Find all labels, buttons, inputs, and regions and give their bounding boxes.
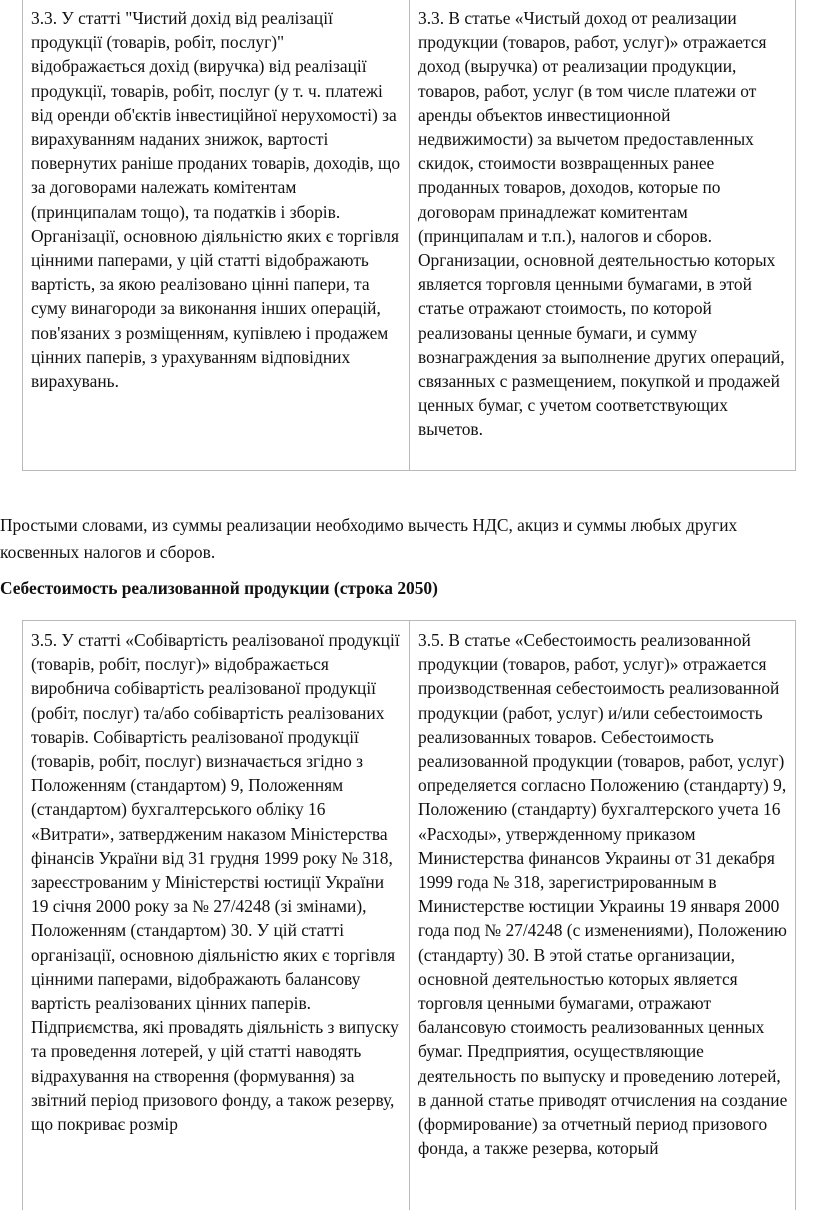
- cell-paragraph: 3.5. У статті «Собівартість реалізованої продукції (товарів, робіт, послуг)» відображається виробнича собівартість реалізованої продукції (робіт, послуг) та/або собівартість реалізованих товарів. Собівартість реалізованої продукції (товарів, робіт, послуг) визначається згідно з Положенням (стандартом) 9, Положенням (стандартом) бухгалтерського обліку 16 «Витрати», затвердженим наказом Міністерства фінансів України від 31 грудня 1999 року № 318, зареєстрованим у Міністерстві юстиції України 19 січня 2000 року за № 27/4248 (зі змінами), Положенням (стандартом) 30. У цій статті організації, основною діяльністю яких є торгівля цінними паперами, відображають балансову вартість реалізованих цінних паперів. Підприємства, які провадять діяльність з випуску та проведення лотерей, у цій статті наводять відрахування на створення (формування) за звітний період призового фонду, а також резерву, що покриває розмір: [31, 630, 400, 1135]
- comparison-table-revenue: [22, 0, 796, 471]
- table-cell-ukrainian: [23, 621, 409, 1210]
- cell-paragraph: 3.5. В статье «Себестоимость реализованной продукции (товаров, работ, услуг)» отражается производственная себестоимость реализованной продукции (работ, услуг) и/или себестоимость реализованных товаров. Себестоимость реализованной продукции (товаров, работ, услуг) определяется согласно Положению (стандарту) 9, Положению (стандарту) бухгалтерского учета 16 «Расходы», утвержденному приказом Министерства финансов Украины от 31 декабря 1999 года № 318, зарегистрированным в Министерстве юстиции Украины 19 января 2000 года под № 27/4248 (с изменениями), Положению (стандарту) 30. В этой статье организации, основной деятельностью которых является торговля ценными бумагами, отражают балансовую стоимость реализованных ценных бумаг. Предприятия, осуществляющие деятельность по выпуску и проведению лотерей, в данной статье приводят отчисления на создание (формирование) за отчетный период призового фонда, а также резерва, который: [418, 630, 788, 1159]
- table-cell-russian: [409, 621, 795, 1210]
- table-cell-ukrainian: [23, 0, 409, 470]
- comparison-table-cost: [22, 620, 796, 1210]
- section-heading: Себестоимость реализованной продукции (строка 2050): [0, 578, 438, 598]
- cell-paragraph: Организации, основной деятельностью которых является торговля ценными бумагами, в этой статье отражают стоимость, по которой реализованы ценные бумаги, и сумму вознаграждения за выполнение других операций, связанных с размещением, покупкой и продажей ценных бумаг, с учетом соответствующих вычетов.: [418, 250, 785, 440]
- body-paragraph: Простыми словами, из суммы реализации необходимо вычесть НДС, акциз и суммы любых других косвенных налогов и сборов.: [0, 515, 738, 562]
- cell-paragraph: Організації, основною діяльністю яких є торгівля цінними паперами, у цій статті відображають вартість, за якою реалізовано цінні папери, та суму винагороди за виконання інших операцій, пов'язаних з розміщенням, купівлею і продажем цінних паперів, з урахуванням відповідних вирахувань.: [31, 225, 399, 392]
- table-cell-russian: [409, 0, 795, 470]
- cell-paragraph: 3.3. В статье «Чистый доход от реализации продукции (товаров, работ, услуг)» отражается доход (выручка) от реализации продукции, товаров, работ, услуг (в том числе платежи от аренды объектов инвестиционной недвижимости) за вычетом предоставленных скидок, стоимости возвращенных ранее проданных товаров, доходов, которые по договорам принадлежат комитентам (принципалам и т.п.), налогов и сборов.: [418, 8, 767, 246]
- cell-paragraph: 3.3. У статті "Чистий дохід від реалізації продукції (товарів, робіт, послуг)" відображається дохід (виручка) від реалізації продукції, товарів, робіт, послуг (у т. ч. платежі від оренди об'єктів інвестиційної нерухомості) за вирахуванням наданих знижок, вартості повернутих раніше проданих товарів, доходів, що за договорами належать комітентам (принципалам тощо), та податків і зборів.: [31, 8, 401, 222]
